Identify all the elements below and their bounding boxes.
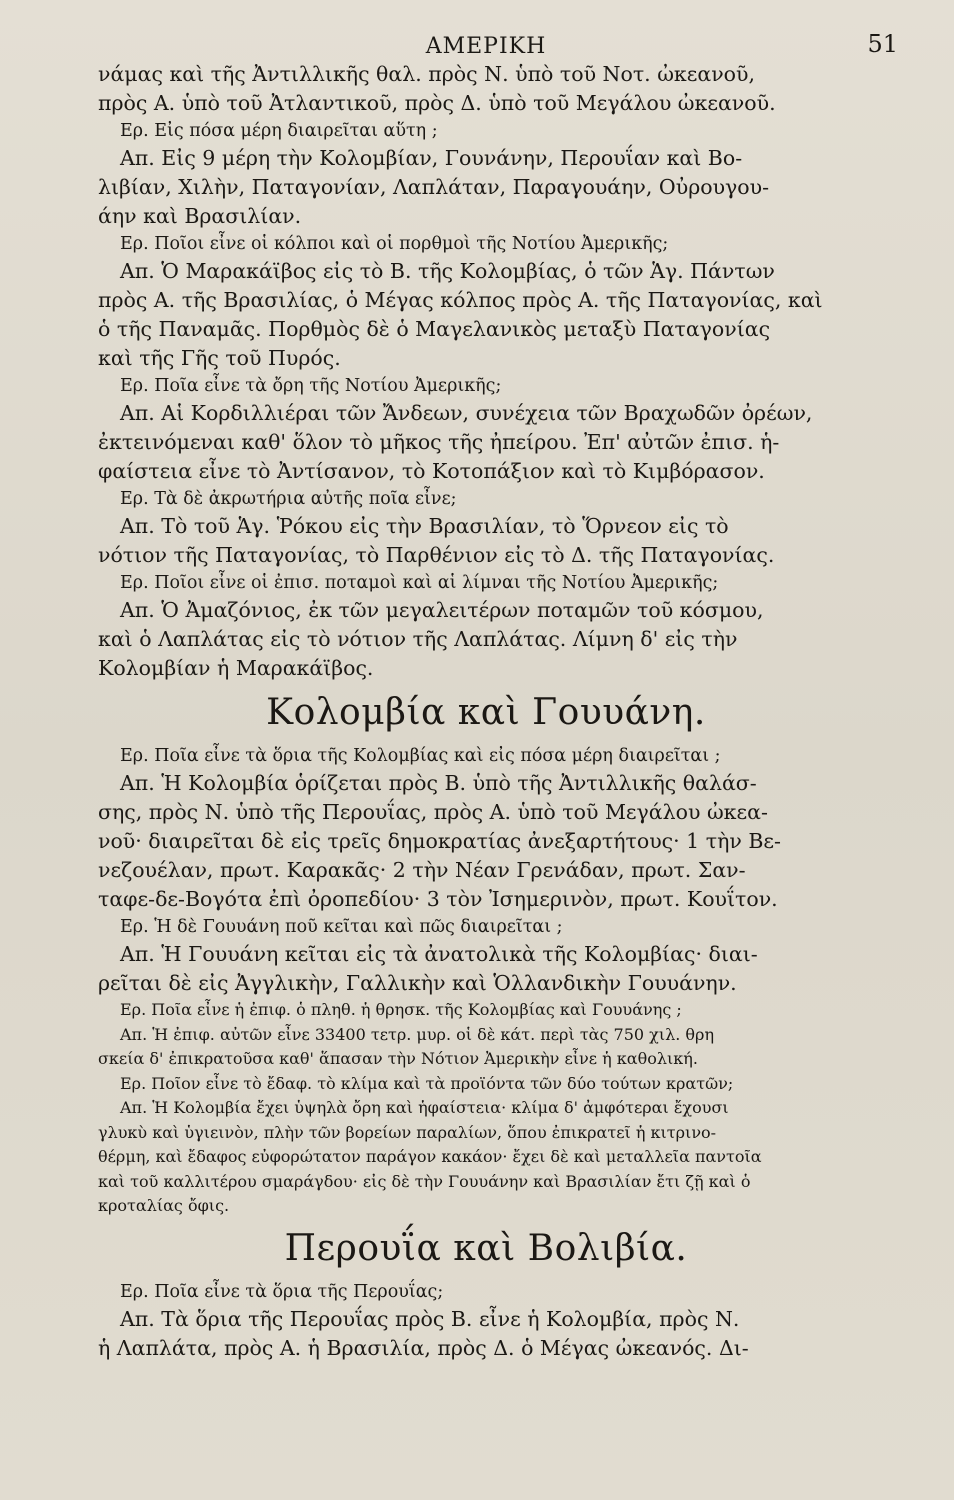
answer-line: Απ. Ἡ Γουυάνη κεῖται εἰς τὰ ἀνατολικὰ τῆς Κολομβίας· διαι- bbox=[120, 942, 758, 966]
text-line: γλυκὺ καὶ ὑγιεινὸν, πλὴν τῶν βορείων παραλίων, ὅπου ἐπικρατεῖ ἡ κιτρινο- bbox=[98, 1122, 717, 1142]
answer-line: Απ. Ὁ Μαρακάϊβος εἰς τὸ Β. τῆς Κολομβίας, ὁ τῶν Ἁγ. Πάντων bbox=[120, 259, 775, 283]
answer-line: Απ. Τὰ ὅρια τῆς Περουΐας πρὸς Β. εἶνε ἡ Κολομβία, πρὸς Ν. bbox=[120, 1306, 740, 1331]
text-line: κροταλίας ὄφις. bbox=[98, 1196, 230, 1215]
text-line: νάμας καὶ τῆς Ἀντιλλικῆς θαλ. πρὸς Ν. ὑπὸ τοῦ Νοτ. ὠκεανοῦ, bbox=[98, 62, 755, 86]
text-line: λιβίαν, Χιλὴν, Παταγονίαν, Λαπλάταν, Παραγουάην, Οὐρουγου- bbox=[98, 175, 770, 199]
section-heading-peru-bolivia: Περουΐα καὶ Βολιβία. bbox=[284, 1227, 688, 1269]
page-number: 51 bbox=[867, 30, 898, 58]
question-line: Ερ. Τὰ δὲ ἀκρωτήρια αὐτῆς ποῖα εἶνε; bbox=[120, 489, 457, 509]
answer-line: Απ. Ἡ ἐπιφ. αὐτῶν εἶνε 33400 τετρ. μυρ. οἱ δὲ κάτ. περὶ τὰς 750 χιλ. θρη bbox=[120, 1024, 715, 1044]
body-text bbox=[98, 60, 874, 1363]
answer-line: Απ. Τὸ τοῦ Ἁγ. Ῥόκου εἰς τὴν Βρασιλίαν, τὸ Ὅρνεον εἰς τὸ bbox=[120, 514, 729, 538]
text-line: καὶ τῆς Γῆς τοῦ Πυρός. bbox=[98, 346, 341, 370]
question-line: Ερ. Ποῖοι εἶνε οἱ ἐπισ. ποταμοὶ καὶ αἱ λίμναι τῆς Νοτίου Ἀμερικῆς; bbox=[120, 573, 719, 593]
question-line: Ερ. Ποῖοι εἶνε οἱ κόλποι καὶ οἱ πορθμοὶ τῆς Νοτίου Ἀμερικῆς; bbox=[120, 234, 669, 254]
question-line: Ερ. Ποῖα εἶνε τὰ ὄρη τῆς Νοτίου Ἀμερικῆς; bbox=[120, 376, 502, 396]
text-line: πρὸς Α. ὑπὸ τοῦ Ἀτλαντικοῦ, πρὸς Δ. ὑπὸ τοῦ Μεγάλου ὠκεανοῦ. bbox=[98, 91, 776, 115]
answer-line: Απ. Ἡ Κολομβία ἔχει ὑψηλὰ ὄρη καὶ ἡφαίστεια· κλίμα δ' ἀμφότεραι ἔχουσι bbox=[120, 1098, 729, 1117]
text-line: άην καὶ Βρασιλίαν. bbox=[98, 204, 302, 228]
question-line: Ερ. Ἡ δὲ Γουυάνη ποῦ κεῖται καὶ πῶς διαιρεῖται ; bbox=[120, 917, 563, 937]
text-line: νότιον τῆς Παταγονίας, τὸ Παρθένιον εἰς τὸ Δ. τῆς Παταγονίας. bbox=[98, 543, 775, 567]
page-header bbox=[98, 14, 898, 59]
running-head: ΑΜΕΡΙΚΗ bbox=[425, 34, 547, 59]
question-line: Ερ. Ποῖον εἶνε τὸ ἔδαφ. τὸ κλίμα καὶ τὰ προϊόντα τῶν δύο τούτων κρατῶν; bbox=[120, 1073, 734, 1093]
text-line: θέρμη, καὶ ἔδαφος εὐφορώτατον παράγον κακάον· ἔχει δὲ καὶ μεταλλεῖα παντοῖα bbox=[98, 1147, 762, 1166]
text-line: πρὸς Α. τῆς Βρασιλίας, ὁ Μέγας κόλπος πρὸς Α. τῆς Παταγονίας, καὶ bbox=[98, 288, 823, 312]
text-line: ὁ τῆς Παναμᾶς. Πορθμὸς δὲ ὁ Μαγελανικὸς μεταξὺ Παταγονίας bbox=[98, 317, 771, 341]
answer-line: Απ. Ἡ Κολομβία ὁρίζεται πρὸς Β. ὑπὸ τῆς Ἀντιλλικῆς θαλάσ- bbox=[120, 771, 757, 795]
question-line: Ερ. Ποῖα εἶνε ἡ ἐπιφ. ὁ πληθ. ἡ θρησκ. τῆς Κολομβίας καὶ Γουυάνης ; bbox=[120, 1000, 682, 1019]
section-heading-colombia-guiana: Κολομβία καὶ Γουυάνη. bbox=[266, 692, 706, 733]
answer-line: Απ. Αἱ Κορδιλλιέραι τῶν Ἄνδεων, συνέχεια τῶν Βραχωδῶν ὀρέων, bbox=[120, 401, 813, 425]
text-line: νεζουέλαν, πρωτ. Καρακᾶς· 2 τὴν Νέαν Γρενάδαν, πρωτ. Σαν- bbox=[98, 858, 746, 882]
text-line: φαίστεια εἶνε τὸ Ἀντίσανον, τὸ Κοτοπάξιον καὶ τὸ Κιμβόρασον. bbox=[98, 459, 765, 483]
question-line: Ερ. Ποῖα εἶνε τὰ ὅρια τῆς Κολομβίας καὶ εἰς πόσα μέρη διαιρεῖται ; bbox=[120, 746, 721, 766]
question-line: Ερ. Εἰς πόσα μέρη διαιρεῖται αὕτη ; bbox=[120, 121, 438, 141]
question-line: Ερ. Ποῖα εἶνε τὰ ὅρια τῆς Περουΐας; bbox=[120, 1281, 444, 1302]
text-line: ρεῖται δὲ εἰς Ἀγγλικὴν, Γαλλικὴν καὶ Ὁλλανδικὴν Γουυάνην. bbox=[98, 971, 737, 995]
text-line: ἐκτεινόμεναι καθ' ὅλον τὸ μῆκος τῆς ἠπείρου. Ἐπ' αὐτῶν ἐπισ. ἡ- bbox=[98, 430, 780, 454]
text-line: ταφε-δε-Βογότα ἐπὶ ὀροπεδίου· 3 τὸν Ἰσημερινὸν, πρωτ. Κουΐτον. bbox=[98, 887, 778, 911]
text-line: Κολομβίαν ἡ Μαρακάϊβος. bbox=[98, 656, 374, 680]
text-line: καὶ ὁ Λαπλάτας εἰς τὸ νότιον τῆς Λαπλάτας. Λίμνη δ' εἰς τὴν bbox=[98, 627, 738, 651]
text-line: νοῦ· διαιρεῖται δὲ εἰς τρεῖς δημοκρατίας ἀνεξαρτήτους· 1 τὴν Βε- bbox=[98, 829, 781, 853]
text-line: καὶ τοῦ καλλιτέρου σμαράγδου· εἰς δὲ τὴν Γουυάνην καὶ Βρασιλίαν ἔτι ζῇ καὶ ὁ bbox=[98, 1171, 751, 1191]
text-line: σκεία δ' ἐπικρατοῦσα καθ' ἅπασαν τὴν Νότιον Ἀμερικὴν εἶνε ἡ καθολική. bbox=[98, 1049, 698, 1068]
answer-line: Απ. Εἰς 9 μέρη τὴν Κολομβίαν, Γουνάνην, Περουΐαν καὶ Βο- bbox=[120, 146, 743, 170]
text-line: σης, πρὸς Ν. ὑπὸ τῆς Περουΐας, πρὸς Α. ὑπὸ τοῦ Μεγάλου ὠκεα- bbox=[98, 800, 768, 824]
answer-line: Απ. Ὁ Ἀμαζόνιος, ἐκ τῶν μεγαλειτέρων ποταμῶν τοῦ κόσμου, bbox=[120, 598, 764, 622]
text-line: ἡ Λαπλάτα, πρὸς Α. ἡ Βρασιλία, πρὸς Δ. ὁ Μέγας ὠκεανός. Δι- bbox=[98, 1335, 749, 1360]
